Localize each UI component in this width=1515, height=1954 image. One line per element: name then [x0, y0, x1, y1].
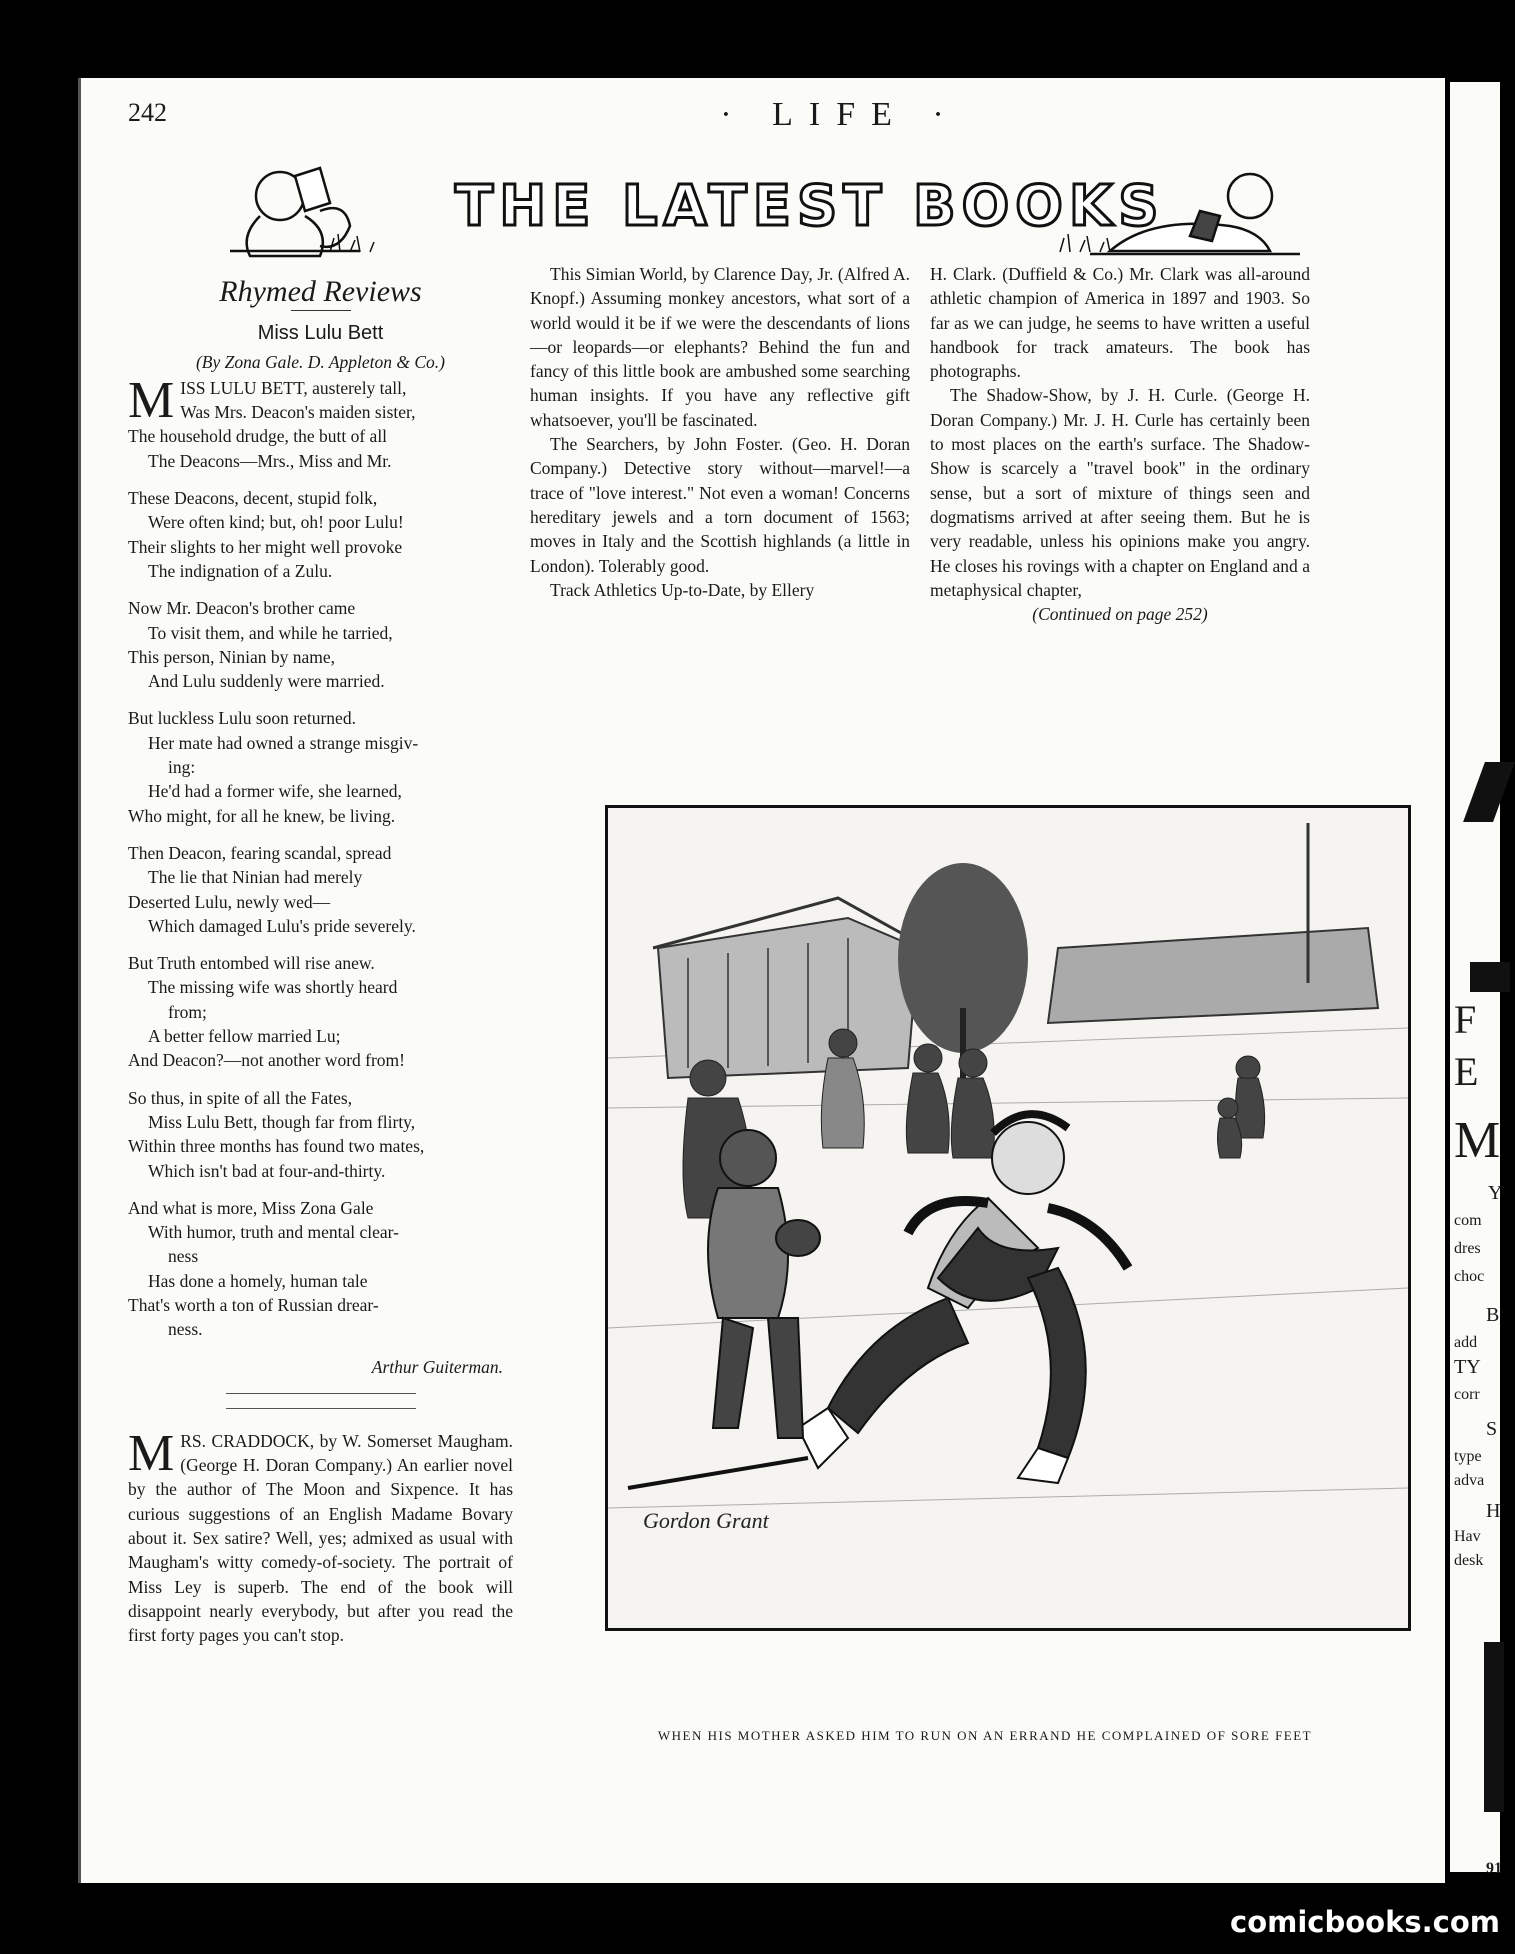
adjacent-text: F [1454, 997, 1477, 1042]
illustration [605, 805, 1411, 1631]
adjacent-text: M [1454, 1112, 1501, 1169]
poem-line: Was Mrs. Deacon's maiden sister, [180, 402, 416, 423]
poem-line: Who might, for all he knew, be living. [128, 805, 396, 826]
poem-line: Which isn't bad at four-and-thirty. [148, 1160, 386, 1181]
poem-line: Miss Lulu Bett, though far from flirty, [148, 1111, 416, 1132]
poem-line: This person, Ninian by name, [128, 646, 336, 667]
poem-line: He'd had a former wife, she learned, [148, 781, 402, 802]
poem-line: Has done a homely, human tale [148, 1270, 368, 1291]
adjacent-text: Y [1488, 1182, 1503, 1204]
poem-line: The household drudge, the butt of all [128, 426, 388, 447]
review-craddock: MRS. CRADDOCK, by W. Somerset Maugham. (George H. Doran Company.) An earlier novel by the author of The Moon and Sixpence. It has curious suggestions of an English Madame Bovary about it. Sex satire? Well, yes; admixed as usual with Maugham's witty comedy-of-society. The portrait of Miss Ley is superb. The end of the book will disappoint nearly everybody, but after you read the first forty pages you can't stop. [128, 1424, 513, 1646]
poem-line: With humor, truth and mental clear- [148, 1222, 399, 1243]
poem-line: ing: [168, 757, 196, 778]
adjacent-text: add [1454, 1334, 1478, 1351]
poem-line: Within three months has found two mates, [128, 1136, 425, 1157]
review-simian-world: This Simian World, by Clarence Day, Jr. (Alfred A. Knopf.) Assuming monkey ancestors, what sort of a world would it be if we were the descendants of lions—or leopards—or elephants? Behind the fun and fancy of this little book are ambushed some searching human insights. If you have any reflective gift whatsoever, you'll be fascinated. [530, 264, 910, 430]
bat-icon [628, 1458, 808, 1488]
rhymed-reviews-column [128, 262, 513, 1648]
reading-child-left-icon [230, 168, 360, 256]
poem-line: And Lulu suddenly were married. [148, 671, 385, 692]
running-boy [798, 1114, 1128, 1483]
poem-line: Their slights to her might well provoke [128, 536, 403, 557]
artist-signature: Gordon Grant [643, 1508, 769, 1533]
poem-line: Now Mr. Deacon's brother came [128, 598, 356, 619]
adjacent-text: choc [1454, 1268, 1485, 1285]
poem-line: Which damaged Lulu's pride severely. [148, 915, 416, 936]
poem-line: Deserted Lulu, newly wed— [128, 891, 331, 912]
poem-line: Her mate had owned a strange misgiv- [148, 732, 419, 753]
adjacent-text: type [1454, 1448, 1482, 1465]
poem-line: But luckless Lulu soon returned. [128, 708, 356, 729]
poem-line: Were often kind; but, oh! poor Lulu! [148, 512, 404, 533]
poem-line: ness [168, 1246, 199, 1267]
page-number: 242 [128, 98, 167, 127]
drop-cap: M [128, 371, 175, 429]
poem-stanza [128, 706, 513, 827]
adjacent-text: com [1454, 1212, 1482, 1229]
poem-stanza [128, 371, 513, 473]
review-searchers: The Searchers, by John Foster. (Geo. H. Doran Company.) Detective story without—marvel!—a trace of "love interest." Not even a woman! Concerns hereditary jewels and a torn document of 1563; moves in Italy and the Scottish highlands (a little in London). Tolerably good. [530, 434, 910, 576]
section-banner [210, 156, 1310, 262]
poem-line: The indignation of a Zulu. [148, 560, 333, 581]
poem-line: from; [168, 1001, 207, 1022]
poem-signature: Arthur Guiterman. [371, 1356, 503, 1377]
poem-title: Miss Lulu Bett [257, 322, 384, 345]
adjacent-text: adva [1454, 1472, 1485, 1489]
poem-body [128, 371, 513, 1342]
barn-icon [653, 898, 928, 1078]
separator-rule [226, 1393, 416, 1394]
adjacent-text: Hav [1454, 1528, 1481, 1545]
adjacent-text: corr [1454, 1386, 1480, 1403]
masthead: · LIFE · [720, 96, 960, 133]
poem-stanza [128, 596, 513, 693]
poem-line: ISS LULU BETT, austerely tall, [180, 377, 407, 398]
banner-title: THE LATEST BOOKS [455, 174, 1165, 239]
title-rule [291, 310, 351, 311]
adjacent-text: dres [1454, 1240, 1481, 1257]
reviews-column-middle [530, 262, 910, 602]
poem-line: And Deacon?—not another word from! [128, 1050, 405, 1071]
poem-line: Then Deacon, fearing scandal, spread [128, 842, 392, 863]
poem-line: The missing wife was shortly heard [148, 977, 398, 998]
adjacent-text: B [1486, 1304, 1500, 1326]
adjacent-text: TY [1454, 1356, 1481, 1378]
poem-line: So thus, in spite of all the Fates, [128, 1087, 353, 1108]
adjacent-text: desk [1454, 1552, 1484, 1569]
poem-line: The lie that Ninian had merely [148, 867, 363, 888]
poem-line: And what is more, Miss Zona Gale [128, 1197, 374, 1218]
watermark: comicbooks.com [1230, 1900, 1500, 1945]
reviews-column-right [930, 262, 1310, 626]
review-track-athletics-start: Track Athletics Up-to-Date, by Ellery [550, 579, 815, 600]
poem-stanza [128, 951, 513, 1072]
poem-line: But Truth entombed will rise anew. [128, 953, 375, 974]
poem-stanza [128, 486, 513, 583]
review-shadow-show: The Shadow-Show, by J. H. Curle. (George H. Doran Company.) Mr. J. H. Curle has certainly been to most places on the earth's surface. The Shadow-Show is scarcely a "travel book" in the ordinary sense, but a sort of mixture of things seen and dogmatisms arrived at after seeing them. But he is very readable, unless his opinions make you angry. He closes his rovings with a chapter on England and a metaphysical chapter, [930, 385, 1310, 600]
poem-line: To visit them, and while he tarried, [148, 622, 393, 643]
adjacent-page-number: 91 [1486, 1860, 1502, 1877]
poem-stanza [128, 841, 513, 938]
adjacent-page [1450, 82, 1503, 1877]
poem-stanza [128, 1196, 513, 1342]
section-title: Rhymed Reviews [219, 275, 422, 308]
poem-line: That's worth a ton of Russian drear- [128, 1294, 379, 1315]
adjacent-text: E [1454, 1049, 1479, 1094]
continued-note: (Continued on page 252) [1032, 604, 1208, 625]
adjacent-text: S [1486, 1418, 1498, 1440]
separator-rule [226, 1408, 416, 1409]
poem-line: ness. [168, 1319, 203, 1340]
poem-line: A better fellow married Lu; [148, 1026, 341, 1047]
poem-line: The Deacons—Mrs., Miss and Mr. [148, 450, 392, 471]
baseball-sketch [608, 808, 1408, 1628]
poem-line: These Deacons, decent, stupid folk, [128, 488, 378, 509]
drop-cap: M [128, 1424, 175, 1482]
adjacent-text: H [1486, 1500, 1501, 1522]
review-track-athletics-end: H. Clark. (Duffield & Co.) Mr. Clark was all-around athletic champion of America in 1897 and 1903. So far as we can judge, he seems to have written a useful handbook for track amateurs. The book has photographs. [930, 264, 1310, 382]
illustration-caption: WHEN HIS MOTHER ASKED HIM TO RUN ON AN ERRAND HE COMPLAINED OF SORE FEET [657, 1728, 1313, 1743]
shed-icon [1048, 928, 1378, 1023]
poem-stanza [128, 1086, 513, 1183]
poem-byline: (By Zona Gale. D. Appleton & Co.) [195, 351, 446, 372]
